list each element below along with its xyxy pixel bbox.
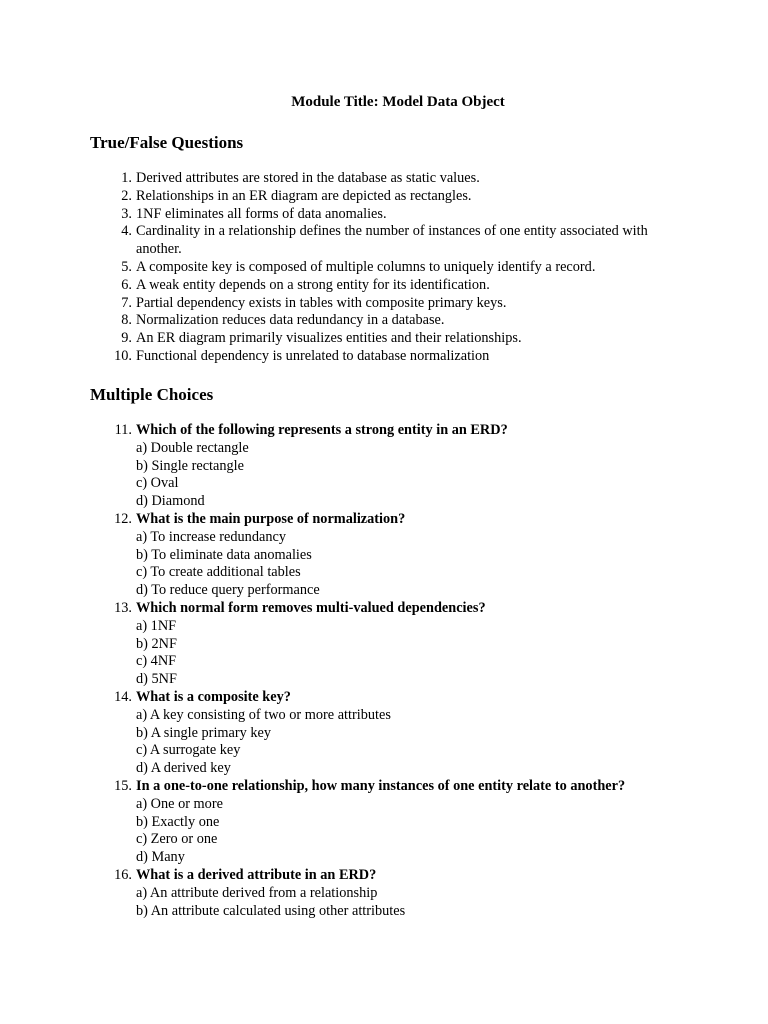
item-text: 1NF eliminates all forms of data anomalies. bbox=[136, 205, 387, 222]
multiple-choice-item bbox=[0, 867, 696, 920]
question-text: What is a composite key? bbox=[136, 688, 291, 705]
question-text: What is the main purpose of normalization? bbox=[136, 510, 406, 527]
answer-option: b) Exactly one bbox=[136, 813, 220, 830]
multiple-choice-item bbox=[0, 422, 696, 511]
item-number: 12. bbox=[114, 510, 132, 527]
item-number: 1. bbox=[121, 170, 132, 186]
answer-option: c) Oval bbox=[136, 475, 179, 492]
answer-option: d) Diamond bbox=[136, 493, 205, 510]
item-number: 15. bbox=[114, 777, 132, 794]
true-false-item bbox=[0, 330, 696, 348]
item-number: 3. bbox=[121, 205, 132, 222]
item-number: 2. bbox=[121, 187, 132, 204]
multiple-choice-item bbox=[0, 778, 696, 867]
item-number: 10. bbox=[114, 347, 132, 364]
multiple-choice-heading: Multiple Choices bbox=[90, 385, 214, 404]
question-text: Which normal form removes multi-valued dependencies? bbox=[136, 599, 486, 616]
true-false-item bbox=[0, 312, 696, 330]
answer-option: b) Single rectangle bbox=[136, 457, 244, 474]
answer-option: a) To increase redundancy bbox=[136, 528, 286, 545]
item-text: Normalization reduces data redundancy in a database. bbox=[136, 312, 445, 329]
item-text: Partial dependency exists in tables with composite primary keys. bbox=[136, 294, 507, 311]
answer-option: c) 4NF bbox=[136, 653, 177, 670]
answer-option: d) 5NF bbox=[136, 671, 177, 688]
answer-option: c) To create additional tables bbox=[136, 564, 301, 581]
true-false-item bbox=[0, 277, 696, 295]
question-text: What is a derived attribute in an ERD? bbox=[136, 866, 377, 883]
answer-option: b) To eliminate data anomalies bbox=[136, 546, 312, 563]
answer-option: d) A derived key bbox=[136, 760, 231, 777]
true-false-item bbox=[0, 170, 696, 188]
item-number: 14. bbox=[114, 688, 132, 705]
answer-option: a) A key consisting of two or more attributes bbox=[136, 706, 391, 723]
multiple-choice-list bbox=[0, 422, 768, 920]
item-number: 8. bbox=[121, 312, 132, 329]
item-text: Relationships in an ER diagram are depicted as rectangles. bbox=[136, 187, 472, 204]
answer-option: d) Many bbox=[136, 849, 185, 866]
answer-option: d) To reduce query performance bbox=[136, 582, 320, 599]
answer-option: a) An attribute derived from a relationship bbox=[136, 884, 378, 901]
answer-option: b) 2NF bbox=[136, 635, 177, 652]
true-false-heading: True/False Questions bbox=[90, 133, 244, 152]
module-title: Module Title: Model Data Object bbox=[291, 94, 505, 110]
item-text: An ER diagram primarily visualizes entities and their relationships. bbox=[136, 330, 522, 347]
answer-option: c) Zero or one bbox=[136, 831, 218, 848]
question-text: In a one-to-one relationship, how many instances of one entity relate to another? bbox=[136, 777, 626, 794]
answer-option: a) Double rectangle bbox=[136, 439, 249, 456]
answer-option: a) One or more bbox=[136, 795, 223, 812]
item-number: 5. bbox=[121, 258, 132, 275]
item-number: 7. bbox=[121, 294, 132, 311]
item-number: 13. bbox=[114, 599, 132, 616]
answer-option: c) A surrogate key bbox=[136, 742, 241, 759]
item-number: 6. bbox=[121, 276, 132, 293]
true-false-item bbox=[0, 223, 696, 259]
item-text: Functional dependency is unrelated to database normalization bbox=[136, 347, 490, 364]
item-text: A weak entity depends on a strong entity for its identification. bbox=[136, 276, 490, 293]
item-number: 9. bbox=[121, 330, 132, 347]
multiple-choice-item bbox=[0, 600, 696, 689]
true-false-item bbox=[0, 259, 696, 277]
item-text: Derived attributes are stored in the database as static values. bbox=[136, 170, 480, 186]
item-number: 16. bbox=[114, 866, 132, 883]
answer-option: b) An attribute calculated using other attributes bbox=[136, 902, 406, 919]
true-false-list bbox=[0, 170, 768, 366]
multiple-choice-item bbox=[0, 511, 696, 600]
item-number: 4. bbox=[121, 223, 132, 240]
multiple-choice-item bbox=[0, 689, 696, 778]
true-false-item bbox=[0, 295, 696, 313]
answer-option: a) 1NF bbox=[136, 617, 177, 634]
item-text: Cardinality in a relationship defines the number of instances of one entity associated with another. bbox=[136, 223, 648, 258]
item-text: A composite key is composed of multiple columns to uniquely identify a record. bbox=[136, 258, 596, 275]
true-false-item bbox=[0, 348, 696, 366]
true-false-item bbox=[0, 188, 696, 206]
answer-option: b) A single primary key bbox=[136, 724, 272, 741]
true-false-item bbox=[0, 206, 696, 224]
question-text: Which of the following represents a strong entity in an ERD? bbox=[136, 422, 508, 438]
item-number: 11. bbox=[114, 422, 132, 438]
